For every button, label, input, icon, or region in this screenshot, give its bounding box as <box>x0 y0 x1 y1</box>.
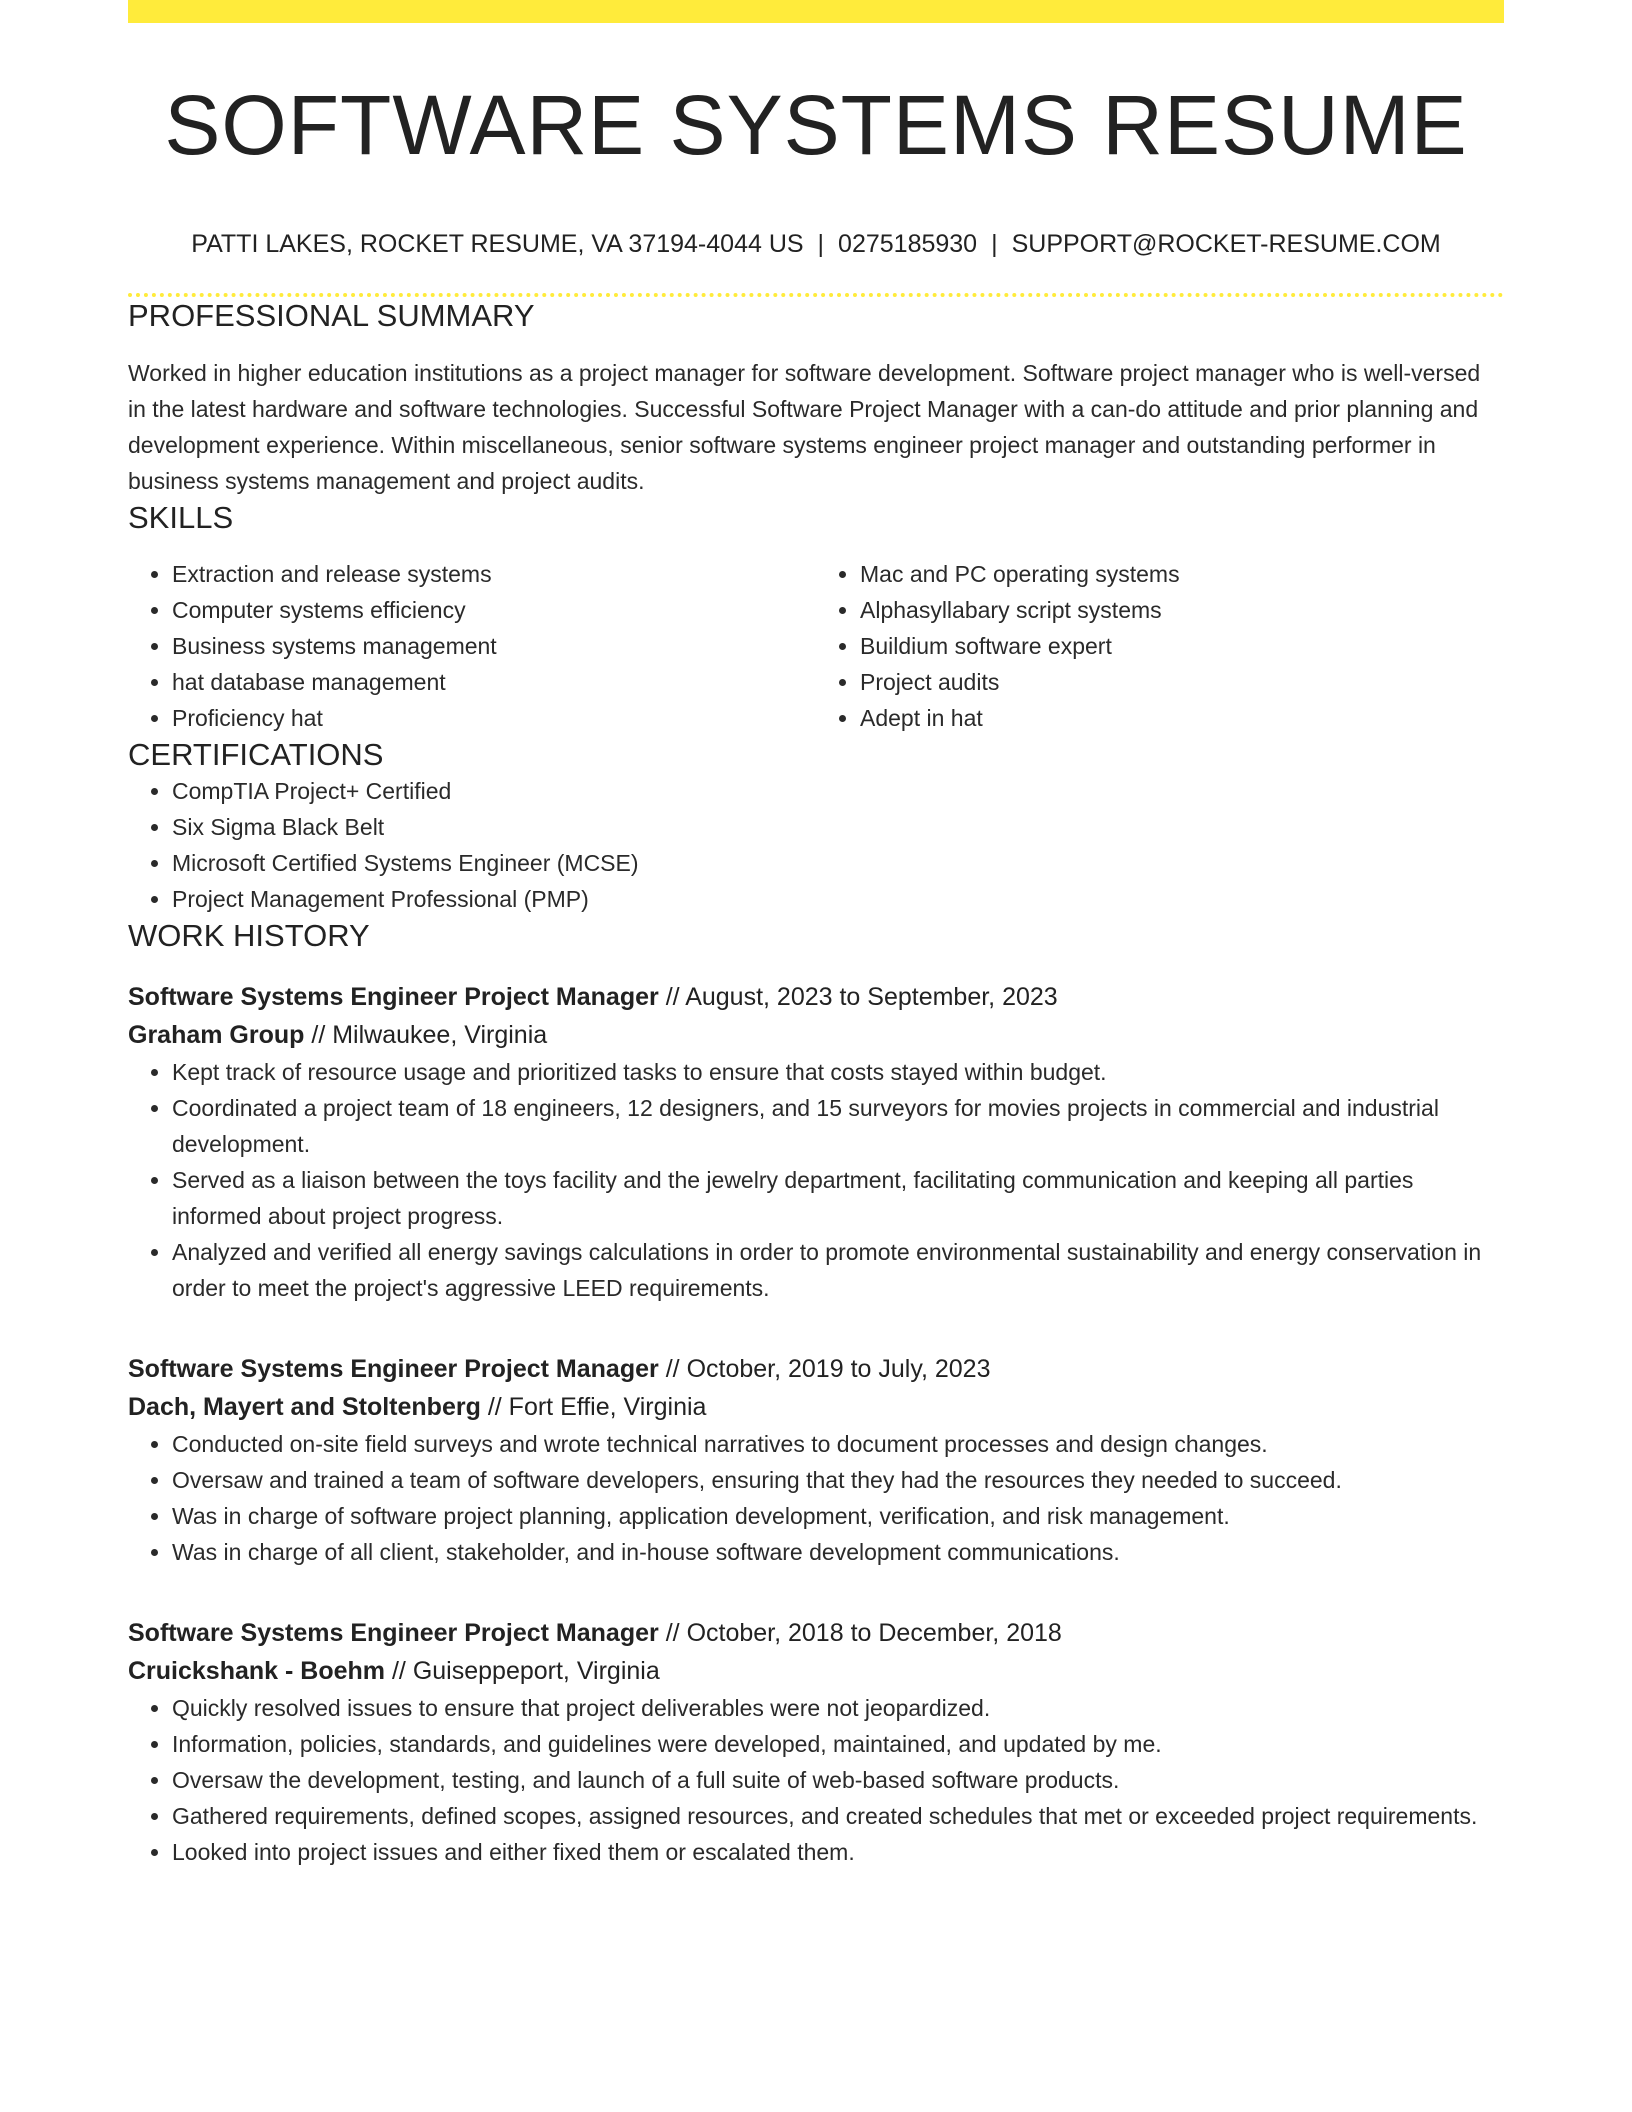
job-dates: October, 2018 to December, 2018 <box>686 1619 1062 1648</box>
job-title: Software Systems Engineer Project Manager <box>128 983 659 1012</box>
job-company: Cruickshank - Boehm <box>128 1657 386 1686</box>
job-separator: // <box>665 1619 680 1648</box>
job-dates: August, 2023 to September, 2023 <box>685 983 1058 1012</box>
job-dates: October, 2019 to July, 2023 <box>686 1355 991 1384</box>
skill-item: • hat database management <box>172 664 816 700</box>
job-bullet: • Gathered requirements, defined scopes, assigned resources, and created schedules that met or exceeded project requirements. <box>172 1798 1504 1834</box>
job-separator: // <box>487 1393 502 1422</box>
job-separator: // <box>391 1657 406 1686</box>
summary-heading: PROFESSIONAL SUMMARY <box>128 298 535 334</box>
contact-email: SUPPORT@ROCKET-RESUME.COM <box>1011 230 1441 259</box>
job-bullets <box>128 1426 1504 1570</box>
work-history-heading: WORK HISTORY <box>128 917 370 953</box>
skill-item: • Alphasyllabary script systems <box>860 592 1504 628</box>
job-entry <box>128 978 1504 1306</box>
job-bullet: • Oversaw the development, testing, and launch of a full suite of web-based software products. <box>172 1762 1504 1798</box>
job-entry <box>128 1350 1504 1570</box>
certification-item: • CompTIA Project+ Certified <box>172 773 1504 809</box>
job-bullet: • Oversaw and trained a team of software developers, ensuring that they had the resources they needed to succeed. <box>172 1462 1504 1498</box>
skills-list-right <box>816 556 1504 736</box>
job-title-line <box>128 978 1504 1016</box>
job-bullet: • Kept track of resource usage and prioritized tasks to ensure that costs stayed within budget. <box>172 1054 1504 1090</box>
contact-separator: | <box>991 230 998 259</box>
job-company-line <box>128 1388 1504 1426</box>
skill-item: • Adept in hat <box>860 700 1504 736</box>
job-company-line <box>128 1652 1504 1690</box>
job-company-line <box>128 1016 1504 1054</box>
job-location: Guiseppeport, Virginia <box>412 1657 660 1686</box>
skill-item: • Mac and PC operating systems <box>860 556 1504 592</box>
job-company: Dach, Mayert and Stoltenberg <box>128 1393 481 1422</box>
contact-separator: | <box>817 230 825 259</box>
job-bullet: • Served as a liaison between the toys facility and the jewelry department, facilitating communication and keeping all parties informed about project progress. <box>172 1162 1504 1234</box>
job-location: Fort Effie, Virginia <box>508 1393 707 1422</box>
contact-phone: 0275185930 <box>838 230 978 259</box>
skills-columns <box>128 556 1504 736</box>
skills-list-left <box>128 556 816 736</box>
job-bullets <box>128 1690 1504 1870</box>
certification-item: • Microsoft Certified Systems Engineer (MCSE) <box>172 845 1504 881</box>
job-title-line <box>128 1614 1504 1652</box>
job-bullet: • Was in charge of software project planning, application development, verification, and risk management. <box>172 1498 1504 1534</box>
job-bullet: • Conducted on-site field surveys and wrote technical narratives to document processes and design changes. <box>172 1426 1504 1462</box>
skill-item: • Project audits <box>860 664 1504 700</box>
job-bullet: • Quickly resolved issues to ensure that project deliverables were not jeopardized. <box>172 1690 1504 1726</box>
certification-item: • Project Management Professional (PMP) <box>172 881 1504 917</box>
certifications-list <box>128 773 1504 917</box>
job-bullet: • Analyzed and verified all energy savings calculations in order to promote environmental sustainability and energy conservation in order to meet the project's aggressive LEED requirements. <box>172 1234 1504 1306</box>
job-title-line <box>128 1350 1504 1388</box>
resume-page <box>128 0 1504 1870</box>
job-bullet: • Looked into project issues and either fixed them or escalated them. <box>172 1834 1504 1870</box>
job-company: Graham Group <box>128 1021 305 1050</box>
skill-item: • Computer systems efficiency <box>172 592 816 628</box>
job-location: Milwaukee, Virginia <box>332 1021 548 1050</box>
certification-item: • Six Sigma Black Belt <box>172 809 1504 845</box>
job-separator: // <box>665 1355 680 1384</box>
job-entry <box>128 1614 1504 1870</box>
contact-line <box>128 229 1504 259</box>
job-bullet: • Was in charge of all client, stakeholder, and in-house software development communications. <box>172 1534 1504 1570</box>
page-title: SOFTWARE SYSTEMS RESUME <box>164 78 1468 172</box>
skills-heading: SKILLS <box>128 499 234 535</box>
certifications-heading: CERTIFICATIONS <box>128 736 384 772</box>
job-bullet: • Coordinated a project team of 18 engineers, 12 designers, and 15 surveyors for movies projects in commercial and industrial development. <box>172 1090 1504 1162</box>
job-title: Software Systems Engineer Project Manager <box>128 1619 659 1648</box>
job-bullet: • Information, policies, standards, and guidelines were developed, maintained, and updated by me. <box>172 1726 1504 1762</box>
contact-address: PATTI LAKES, ROCKET RESUME, VA 37194-4044 US <box>191 230 804 259</box>
skill-item: • Extraction and release systems <box>172 556 816 592</box>
job-bullets <box>128 1054 1504 1306</box>
accent-top-bar <box>128 0 1504 23</box>
job-separator: // <box>311 1021 326 1050</box>
skill-item: • Proficiency hat <box>172 700 816 736</box>
skill-item: • Buildium software expert <box>860 628 1504 664</box>
skill-item: • Business systems management <box>172 628 816 664</box>
job-title: Software Systems Engineer Project Manager <box>128 1355 659 1384</box>
summary-text: Worked in higher education institutions as a project manager for software development. Software project manager who is well-versed in the latest hardware and software technologies. Successful Software Project Manager with a can-do attitude and prior planning and development experience. Within miscellaneous, senior software systems engineer project manager and outstanding performer in business systems management and project audits. <box>128 359 1481 494</box>
job-separator: // <box>665 983 680 1012</box>
